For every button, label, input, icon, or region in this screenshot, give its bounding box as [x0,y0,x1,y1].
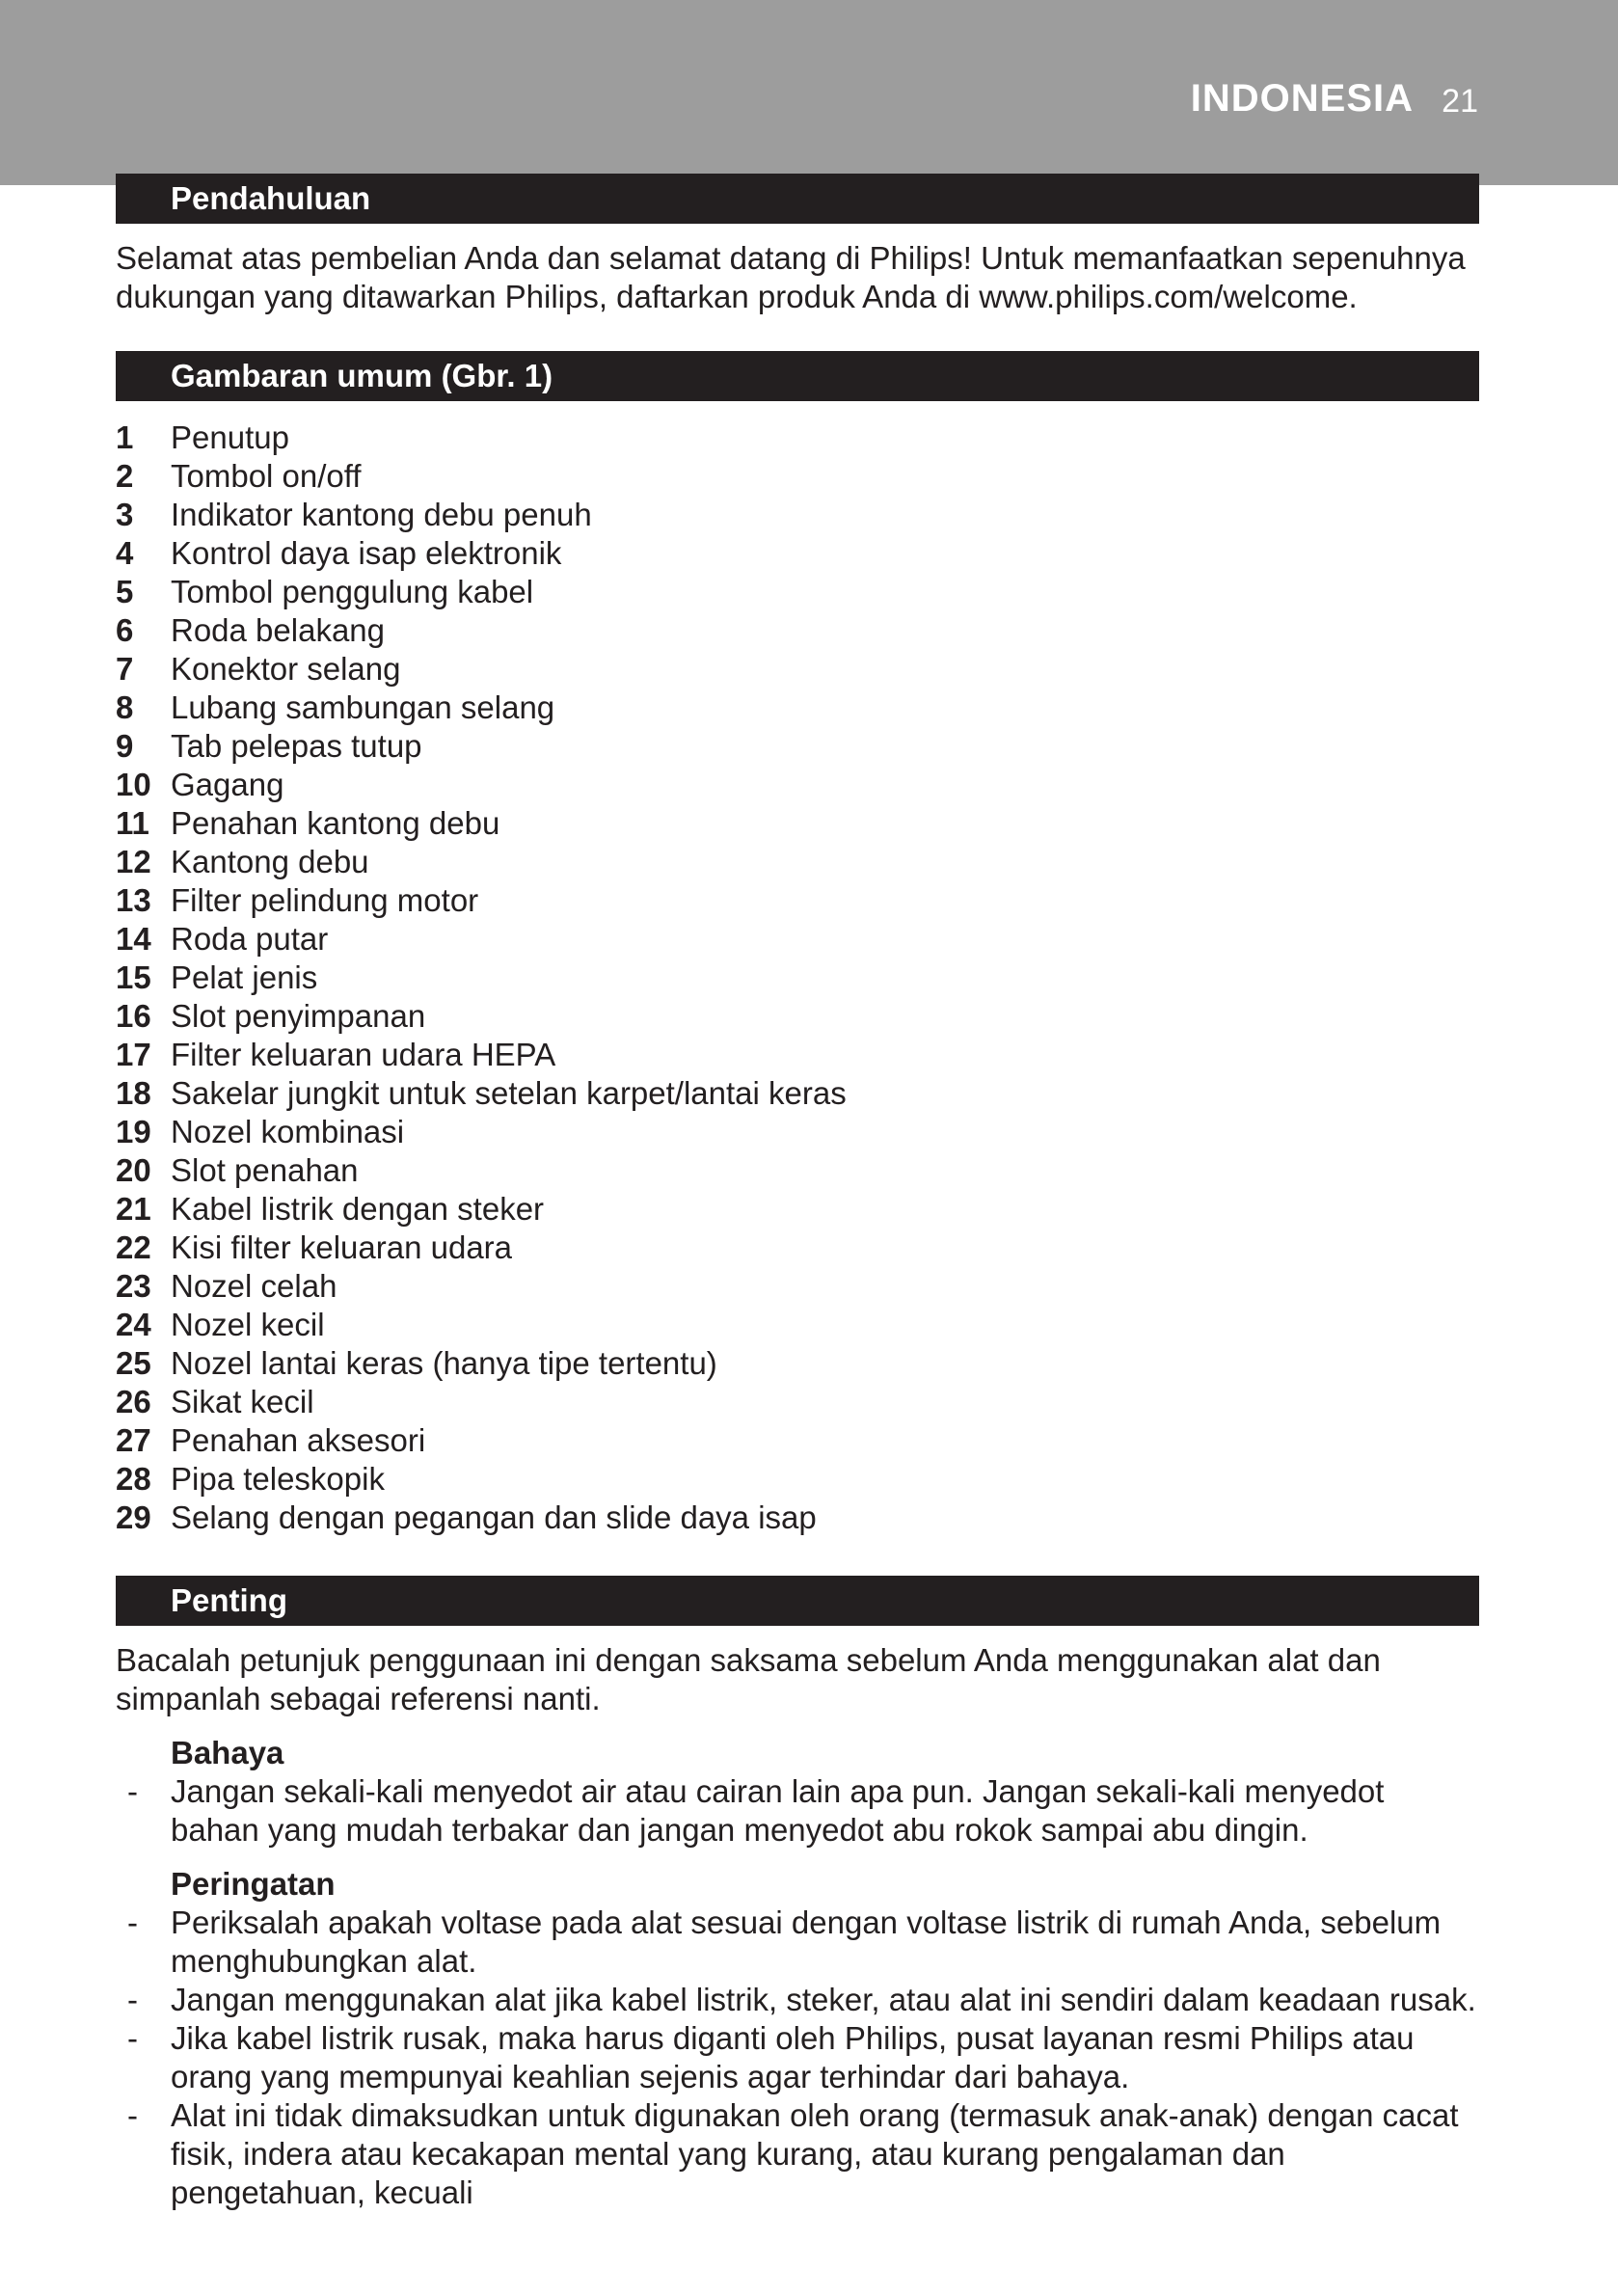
item-number: 5 [116,574,134,609]
item-number: 3 [116,497,134,532]
list-item [116,1267,1479,1306]
list-item [116,496,1479,534]
item-label: Nozel kombinasi [171,1114,405,1149]
list-item [116,1036,1479,1074]
list-item [116,843,1479,881]
list-item [116,1460,1479,1499]
item-number: 14 [116,921,151,957]
item-label: Sikat kecil [171,1384,314,1419]
item-label: Tombol penggulung kabel [171,574,534,609]
list-item [116,534,1479,573]
item-number: 6 [116,612,134,648]
item-label: Lubang sambungan selang [171,689,555,725]
bullet-text: Alat ini tidak dimaksudkan untuk digunakan oleh orang (termasuk anak-anak) dengan cacat fisik, indera atau kecakapan mental yang kurang, atau kurang pengalaman dan pengetahuan, kecuali [171,2097,1459,2210]
bullet-item [116,2019,1479,2096]
list-item [116,457,1479,496]
item-number: 12 [116,844,151,879]
section-title-intro: Pendahuluan [116,174,1479,224]
bullet-item [116,1904,1479,1981]
list-item [116,1383,1479,1421]
item-number: 27 [116,1422,151,1458]
item-number: 22 [116,1229,151,1265]
list-item [116,727,1479,766]
list-item [116,1306,1479,1344]
bullet-text: Jangan menggunakan alat jika kabel listrik, steker, atau alat ini sendiri dalam keadaan rusak. [171,1982,1476,2017]
list-item [116,1074,1479,1113]
item-label: Sakelar jungkit untuk setelan karpet/lantai keras [171,1075,847,1111]
list-item [116,650,1479,689]
item-label: Kantong debu [171,844,369,879]
bullet-dash: - [127,1904,138,1940]
item-number: 19 [116,1114,151,1149]
overview-list [116,419,1479,1537]
item-number: 11 [116,805,149,841]
list-item [116,689,1479,727]
item-number: 21 [116,1191,151,1227]
list-item [116,611,1479,650]
item-number: 17 [116,1037,151,1072]
bullet-dash: - [127,2020,138,2056]
list-item [116,573,1479,611]
item-number: 20 [116,1152,151,1188]
list-item [116,1151,1479,1190]
item-label: Slot penyimpanan [171,998,426,1034]
item-label: Tombol on/off [171,458,362,494]
bullet-text: Periksalah apakah voltase pada alat sesuai dengan voltase listrik di rumah Anda, sebelum menghubungkan alat. [171,1904,1442,1979]
bullet-item [116,1981,1479,2019]
item-number: 29 [116,1499,151,1535]
item-number: 1 [116,419,134,455]
item-label: Penahan aksesori [171,1422,426,1458]
bullet-item [116,1772,1479,1850]
list-item [116,1421,1479,1460]
item-number: 8 [116,689,134,725]
item-number: 23 [116,1268,151,1304]
item-label: Slot penahan [171,1152,359,1188]
item-label: Nozel lantai keras (hanya tipe tertentu) [171,1345,717,1381]
item-label: Filter keluaran udara HEPA [171,1037,556,1072]
list-item [116,997,1479,1036]
list-item [116,419,1479,457]
bullet-text: Jika kabel listrik rusak, maka harus diganti oleh Philips, pusat layanan resmi Philips atau orang yang mempunyai keahlian sejenis agar terhindar dari bahaya. [171,2020,1415,2094]
item-label: Gagang [171,767,284,802]
item-label: Penahan kantong debu [171,805,500,841]
list-item [116,1499,1479,1537]
item-label: Pelat jenis [171,959,318,995]
item-label: Roda belakang [171,612,386,648]
item-label: Filter pelindung motor [171,882,479,918]
bullet-dash: - [127,1773,138,1809]
item-number: 13 [116,882,151,918]
item-label: Selang dengan pegangan dan slide daya isap [171,1499,817,1535]
important-paragraph: Bacalah petunjuk penggunaan ini dengan saksama sebelum Anda menggunakan alat dan simpanlah sebagai referensi nanti. [116,1642,1381,1716]
list-item [116,766,1479,804]
item-label: Kontrol daya isap elektronik [171,535,562,571]
page-content [116,174,1479,2212]
item-label: Konektor selang [171,651,401,687]
header-band [0,0,1618,185]
item-label: Penutup [171,419,289,455]
item-label: Kabel listrik dengan steker [171,1191,545,1227]
list-item [116,959,1479,997]
danger-heading: Bahaya [171,1735,284,1770]
list-item [116,920,1479,959]
danger-list [116,1772,1479,1850]
item-label: Nozel kecil [171,1307,325,1342]
item-number: 16 [116,998,151,1034]
section-title-overview: Gambaran umum (Gbr. 1) [116,351,1479,401]
item-number: 25 [116,1345,151,1381]
item-number: 2 [116,458,134,494]
item-number: 28 [116,1461,151,1497]
bullet-item [116,2096,1479,2212]
warning-heading: Peringatan [171,1866,336,1902]
bullet-dash: - [127,2097,138,2133]
item-label: Indikator kantong debu penuh [171,497,592,532]
warning-list [116,1904,1479,2212]
list-item [116,1344,1479,1383]
item-label: Pipa teleskopik [171,1461,385,1497]
section-title-important: Penting [116,1576,1479,1626]
list-item [116,804,1479,843]
item-label: Roda putar [171,921,329,957]
language-label: INDONESIA [1190,77,1414,120]
intro-paragraph: Selamat atas pembelian Anda dan selamat datang di Philips! Untuk memanfaatkan sepenuhnya dukungan yang ditawarkan Philips, daftarkan produk Anda di www.philips.com/welcome. [116,240,1466,314]
item-label: Nozel celah [171,1268,337,1304]
list-item [116,1229,1479,1267]
item-label: Kisi filter keluaran udara [171,1229,513,1265]
item-label: Tab pelepas tutup [171,728,422,764]
item-number: 7 [116,651,134,687]
item-number: 9 [116,728,134,764]
item-number: 26 [116,1384,151,1419]
list-item [116,881,1479,920]
item-number: 4 [116,535,134,571]
item-number: 10 [116,767,151,802]
item-number: 15 [116,959,151,995]
list-item [116,1190,1479,1229]
page-number: 21 [1442,83,1478,120]
bullet-dash: - [127,1982,138,2017]
item-number: 18 [116,1075,151,1111]
item-number: 24 [116,1307,151,1342]
list-item [116,1113,1479,1151]
bullet-text: Jangan sekali-kali menyedot air atau cairan lain apa pun. Jangan sekali-kali menyedot bahan yang mudah terbakar dan jangan menyedot abu rokok sampai abu dingin. [171,1773,1385,1848]
